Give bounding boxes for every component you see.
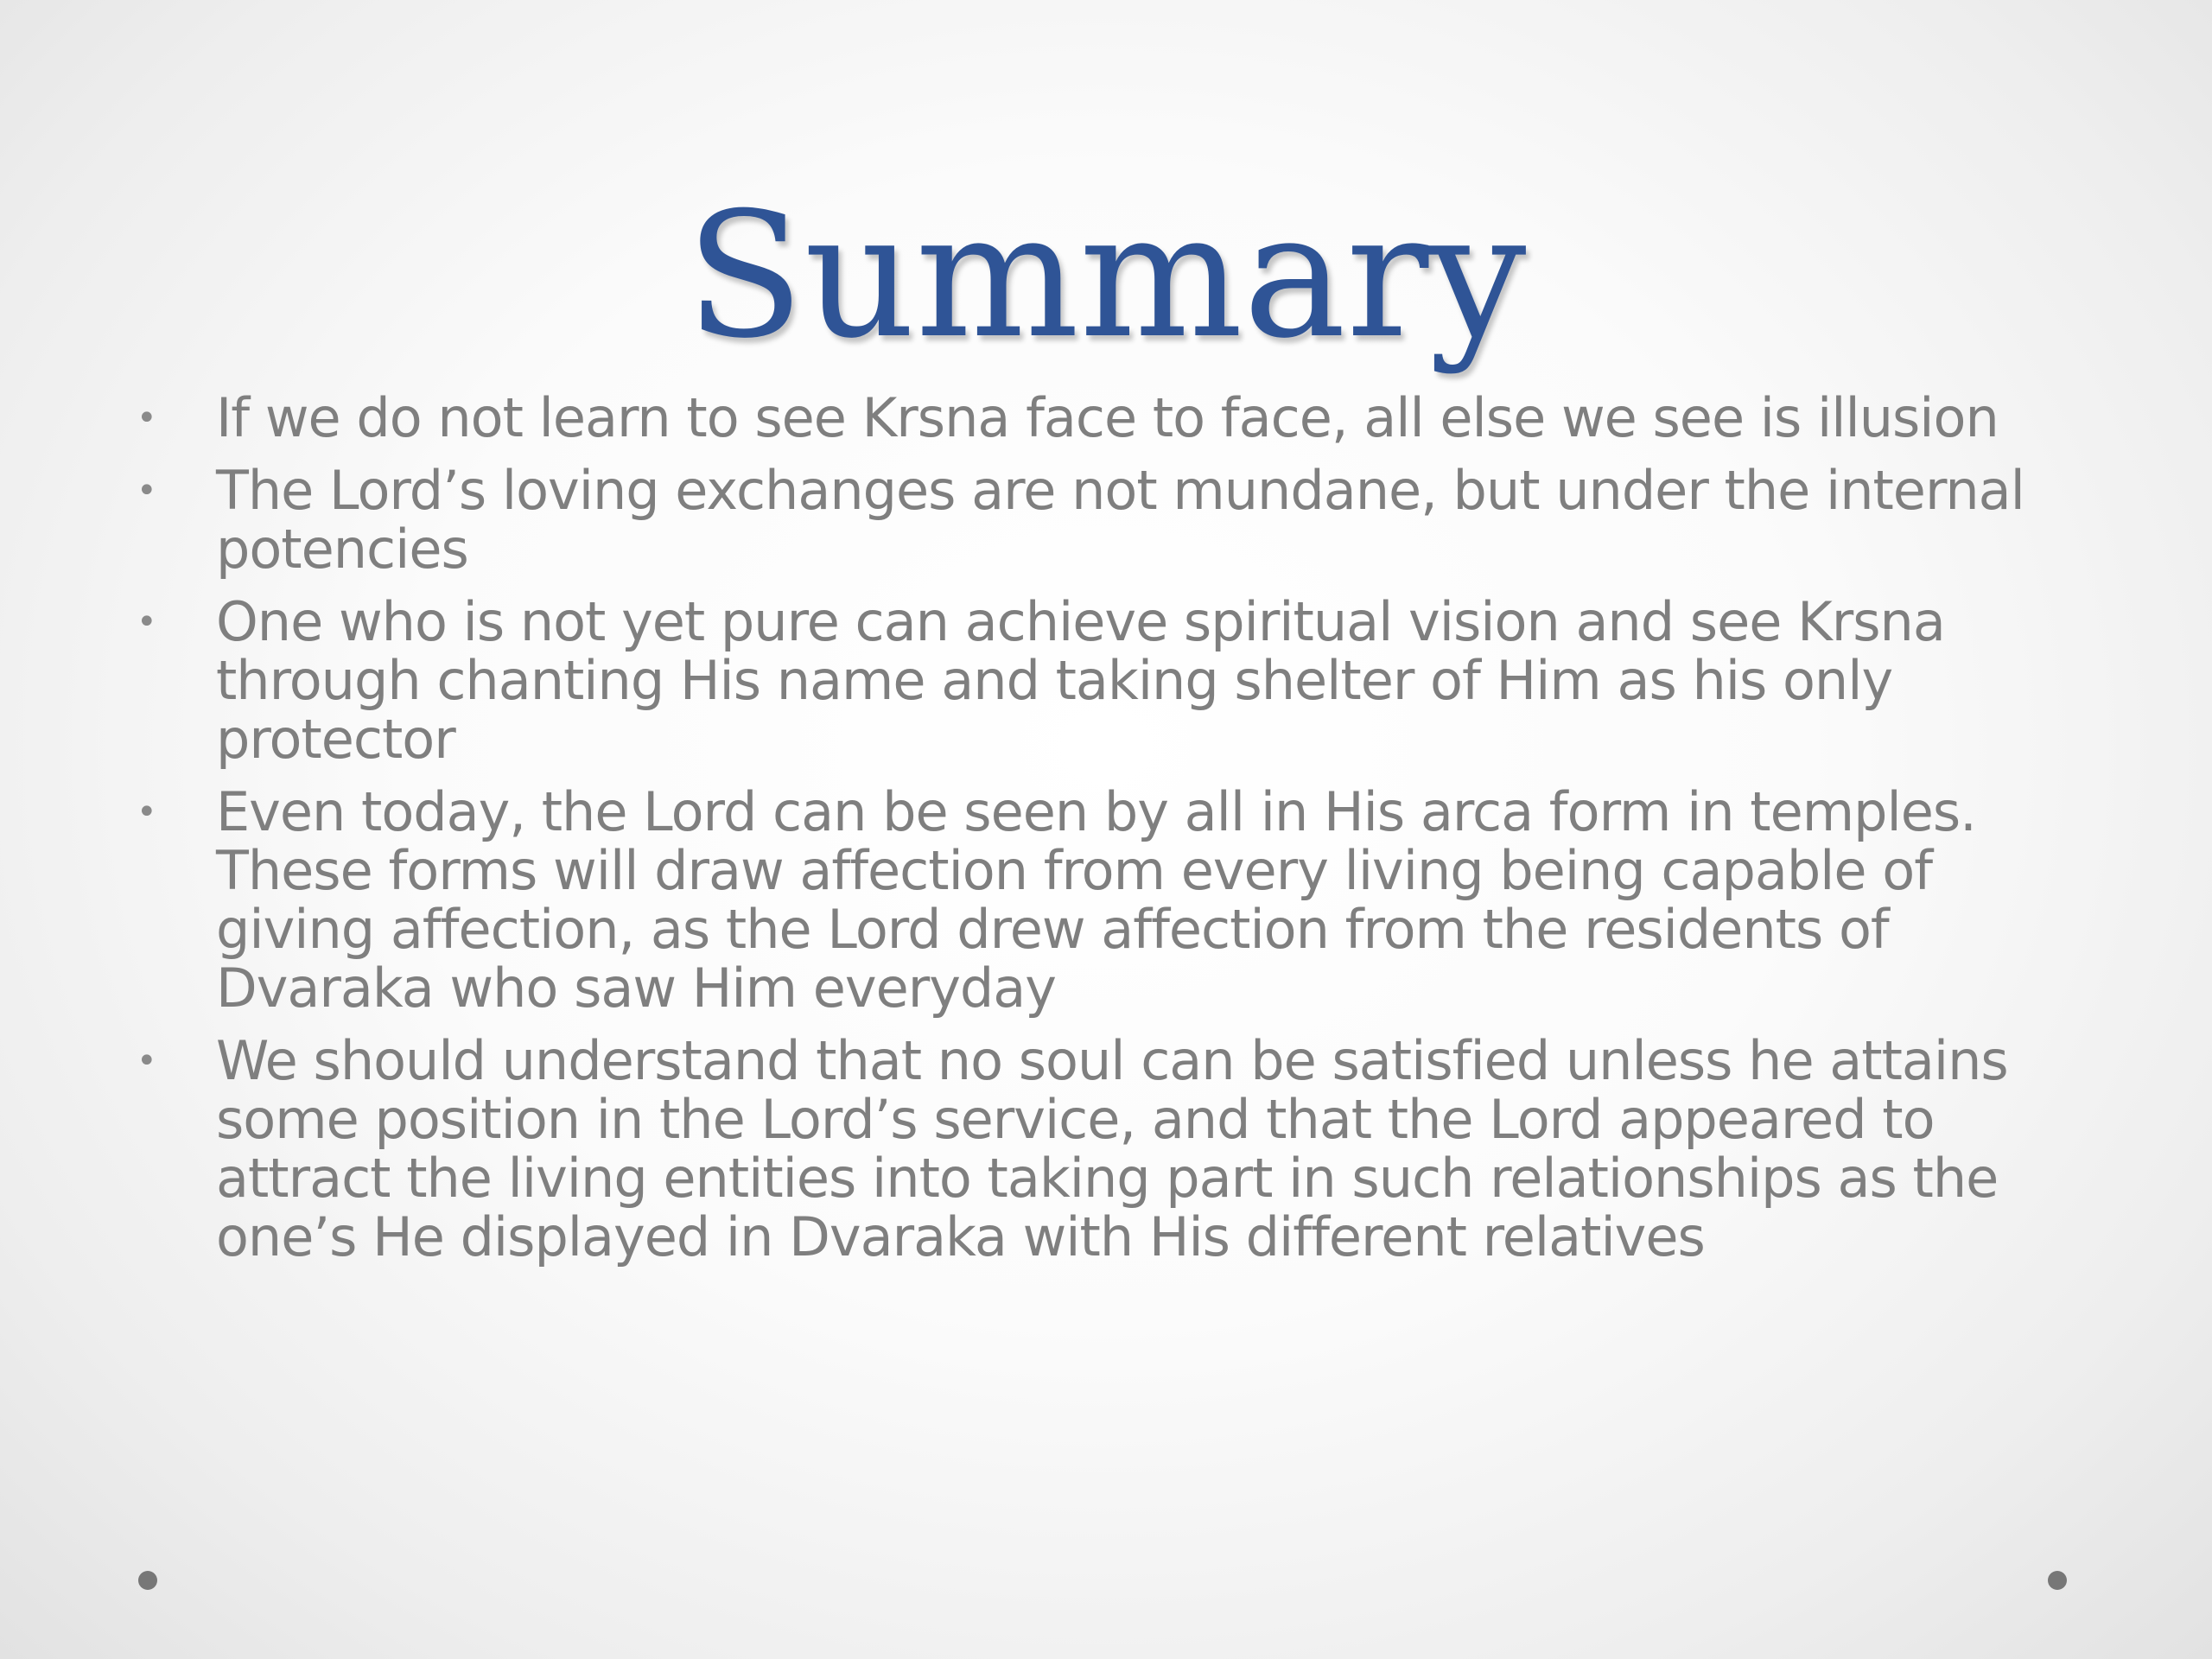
bullet-marker: •	[137, 602, 157, 642]
bullet-text: One who is not yet pure can achieve spiritual vision and see Krsna through chanting His name and taking shelter of Him as his only protector	[216, 590, 1945, 771]
bullet-text: The Lord’s loving exchanges are not mundane, but under the internal potencies	[216, 459, 2024, 581]
list-item	[130, 590, 2056, 771]
bullet-marker: •	[137, 792, 157, 832]
bullet-marker: •	[137, 1041, 157, 1081]
list-item	[130, 1029, 2056, 1268]
bullet-text: If we do not learn to see Krsna face to face, all else we see is illusion	[216, 386, 1999, 449]
bullet-list	[130, 386, 2056, 1281]
list-item	[130, 780, 2056, 1020]
bullet-text: We should understand that no soul can be satisfied unless he attains some position in the Lord’s service, and that the Lord appeared to attract the living entities into taking part in such relationships as the one’s He displayed in Dvaraka with His different relatives	[216, 1029, 2008, 1268]
list-item	[130, 461, 2056, 579]
bullet-text: Even today, the Lord can be seen by all in His arca form in temples. These forms will draw affection from every living being capable of giving affection, as the Lord drew affection from the residents of Dvaraka who saw Him everyday	[216, 780, 1976, 1020]
corner-dot-right	[2048, 1571, 2067, 1590]
corner-dot-left	[138, 1571, 157, 1590]
bullet-marker: •	[137, 398, 157, 438]
bullet-marker: •	[137, 471, 157, 511]
list-item	[130, 386, 2056, 449]
slide-title: Summary	[685, 175, 1527, 377]
